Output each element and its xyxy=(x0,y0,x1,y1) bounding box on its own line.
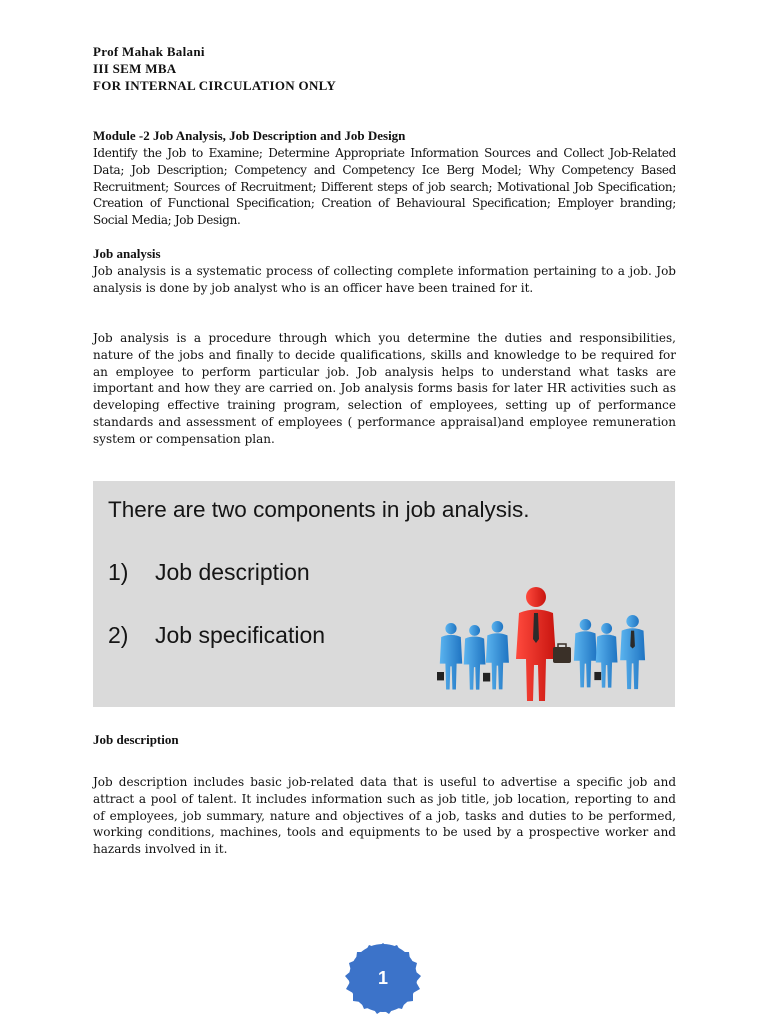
component-label: Job specification xyxy=(155,622,326,648)
component-label: Job description xyxy=(155,559,310,585)
team-member-figure xyxy=(437,623,462,690)
component-number: 2) xyxy=(108,622,129,648)
business-team-illustration xyxy=(431,585,661,705)
job-description-paragraph: Job description includes basic job-related data that is useful to advertise a specific job and attract a pool of talent. It includes information such as job title, job location, reporting to and of employees, job summary, nature and objectives of a job, tasks and duties to be performed, working conditions, machines, tools and equipments to be used by a prospective worker and hazards involved in it. xyxy=(93,775,676,857)
module-topics: Identify the Job to Examine; Determine Appropriate Information Sources and Collect Job-Related Data; Job Description; Competency and Competency Ice Berg Model; Why Competency Based Recruitment; Sources of Recruitment; Different steps of job search; Motivational Job Specification; Creation of Functional Specification; Creation of Behavioural Specification; Employer branding; Social Media; Job Design. xyxy=(93,146,676,228)
module-title: Module -2 Job Analysis, Job Description and Job Design xyxy=(93,128,406,143)
circulation-notice: FOR INTERNAL CIRCULATION ONLY xyxy=(93,78,337,93)
team-member-figure xyxy=(464,625,486,690)
team-member-figure xyxy=(574,619,597,687)
page-number-badge xyxy=(344,939,422,1017)
team-member-figure xyxy=(620,615,645,689)
banner-title: There are two components in job analysis. xyxy=(108,497,530,522)
component-number: 1) xyxy=(108,559,129,585)
course-label: III SEM MBA xyxy=(93,61,177,76)
job-description-heading: Job description xyxy=(93,732,179,747)
team-member-figure xyxy=(483,621,509,689)
component-item-job-specification xyxy=(108,622,325,649)
job-analysis-procedure: Job analysis is a procedure through which you determine the duties and responsibilities, nature of the jobs and finally to decide qualifications, skills and knowledge to be required for an employee to perform particular job. Job analysis helps to understand what tasks are important and how they are carried on. Job analysis forms basis for later HR activities such as developing effective training program, selection of employees, setting up of performance standards and assessment of employees ( performance appraisal)and employee remuneration system or compensation plan. xyxy=(93,331,676,446)
job-analysis-definition: Job analysis is a systematic process of collecting complete information pertaining to a job. Job analysis is done by job analyst who is an officer have been trained for it. xyxy=(93,264,676,295)
page-number: 1 xyxy=(377,968,388,988)
job-analysis-components-banner xyxy=(93,481,675,707)
team-member-figure xyxy=(594,623,617,688)
component-item-job-description xyxy=(108,559,310,586)
job-analysis-heading: Job analysis xyxy=(93,246,161,261)
author-name: Prof Mahak Balani xyxy=(93,44,205,59)
leader-figure xyxy=(516,587,571,701)
